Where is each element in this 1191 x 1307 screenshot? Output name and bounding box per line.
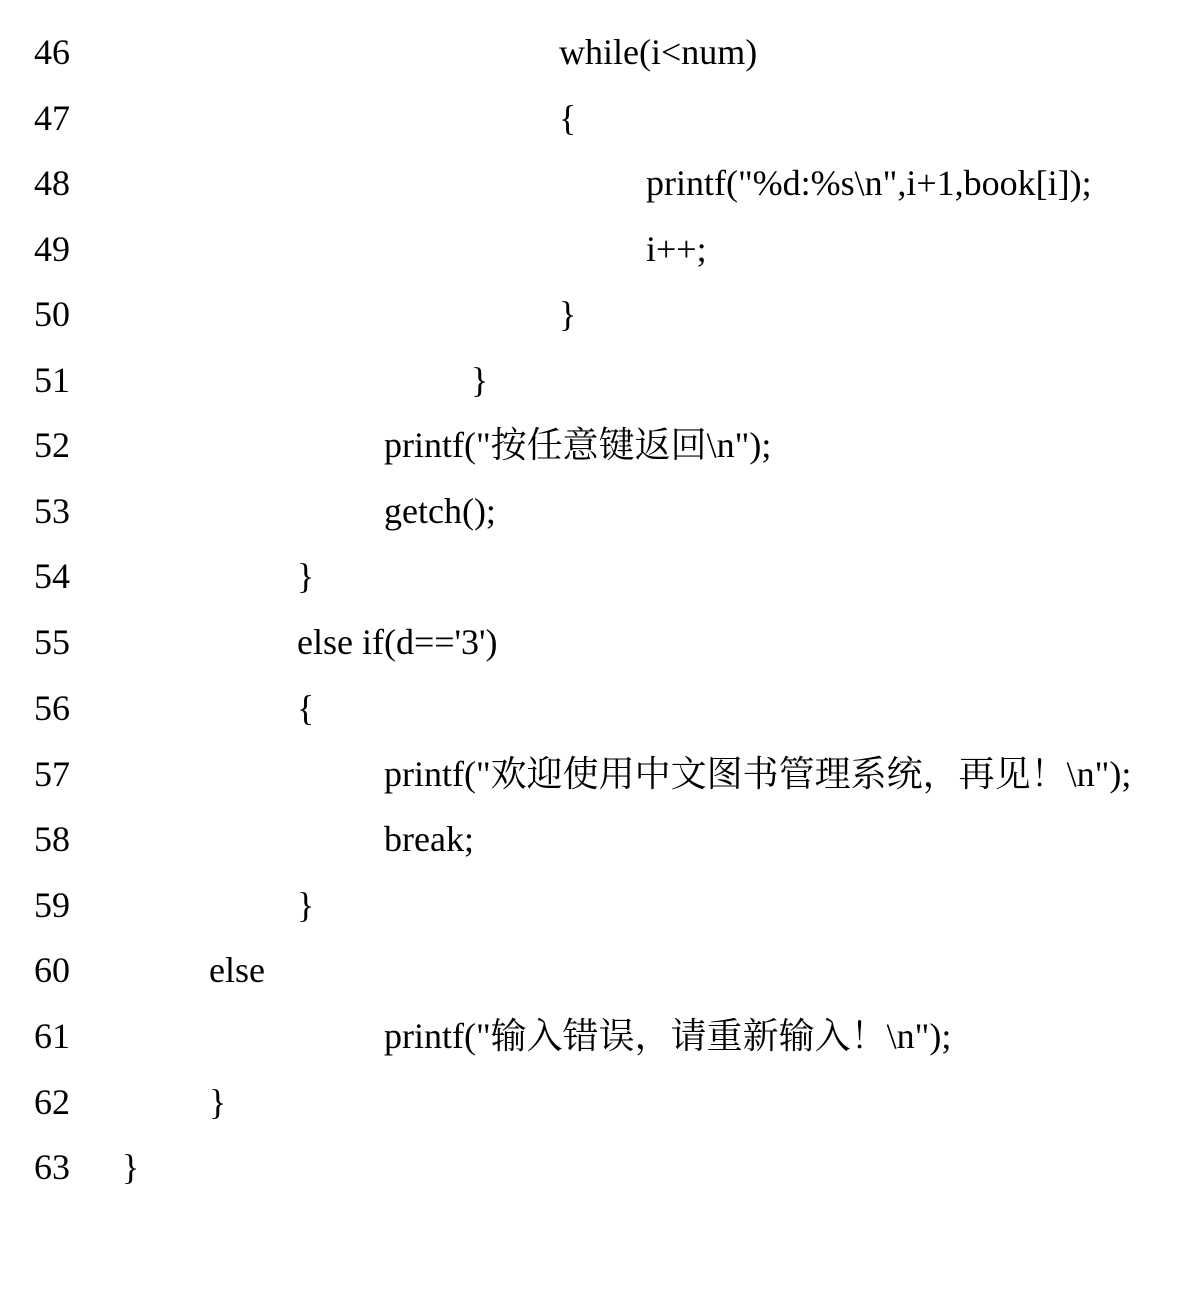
line-code: while(i<num) bbox=[559, 32, 758, 72]
line-code: else bbox=[209, 950, 265, 990]
line-number: 50 bbox=[34, 294, 70, 334]
line-code: { bbox=[297, 688, 315, 728]
line-number: 51 bbox=[34, 360, 70, 400]
line-number: 49 bbox=[34, 229, 70, 269]
line-code: break; bbox=[384, 819, 474, 859]
code-line bbox=[0, 1147, 1191, 1187]
line-number: 52 bbox=[34, 425, 70, 465]
line-code: printf("按任意键返回\n"); bbox=[384, 425, 772, 465]
line-number: 60 bbox=[34, 950, 70, 990]
line-number: 53 bbox=[34, 491, 70, 531]
line-number: 46 bbox=[34, 32, 70, 72]
line-code: } bbox=[122, 1147, 140, 1187]
code-line bbox=[0, 885, 1191, 925]
line-code: } bbox=[297, 885, 315, 925]
line-code: } bbox=[297, 556, 315, 596]
code-line bbox=[0, 163, 1191, 203]
code-line bbox=[0, 1082, 1191, 1122]
code-line bbox=[0, 556, 1191, 596]
line-number: 48 bbox=[34, 163, 70, 203]
line-number: 63 bbox=[34, 1147, 70, 1187]
line-code: getch(); bbox=[384, 491, 496, 531]
code-line bbox=[0, 425, 1191, 465]
line-number: 57 bbox=[34, 754, 70, 794]
code-line bbox=[0, 491, 1191, 531]
line-number: 47 bbox=[34, 98, 70, 138]
line-code: i++; bbox=[646, 229, 707, 269]
code-line bbox=[0, 950, 1191, 990]
code-line bbox=[0, 754, 1191, 794]
code-line bbox=[0, 32, 1191, 72]
code-line bbox=[0, 1016, 1191, 1056]
line-code: printf("%d:%s\n",i+1,book[i]); bbox=[646, 163, 1092, 203]
line-code: { bbox=[559, 98, 577, 138]
line-code: } bbox=[559, 294, 577, 334]
line-number: 54 bbox=[34, 556, 70, 596]
line-code: } bbox=[471, 360, 489, 400]
code-line bbox=[0, 622, 1191, 662]
line-number: 59 bbox=[34, 885, 70, 925]
line-number: 55 bbox=[34, 622, 70, 662]
line-number: 61 bbox=[34, 1016, 70, 1056]
line-code: printf("欢迎使用中文图书管理系统，再见！\n"); bbox=[384, 754, 1132, 794]
code-line bbox=[0, 819, 1191, 859]
line-number: 62 bbox=[34, 1082, 70, 1122]
code-line bbox=[0, 294, 1191, 334]
code-line bbox=[0, 360, 1191, 400]
line-code: } bbox=[209, 1082, 227, 1122]
code-line bbox=[0, 688, 1191, 728]
line-number: 56 bbox=[34, 688, 70, 728]
line-code: else if(d=='3') bbox=[297, 622, 498, 662]
code-line bbox=[0, 98, 1191, 138]
line-number: 58 bbox=[34, 819, 70, 859]
line-code: printf("输入错误，请重新输入！\n"); bbox=[384, 1016, 952, 1056]
code-line bbox=[0, 229, 1191, 269]
